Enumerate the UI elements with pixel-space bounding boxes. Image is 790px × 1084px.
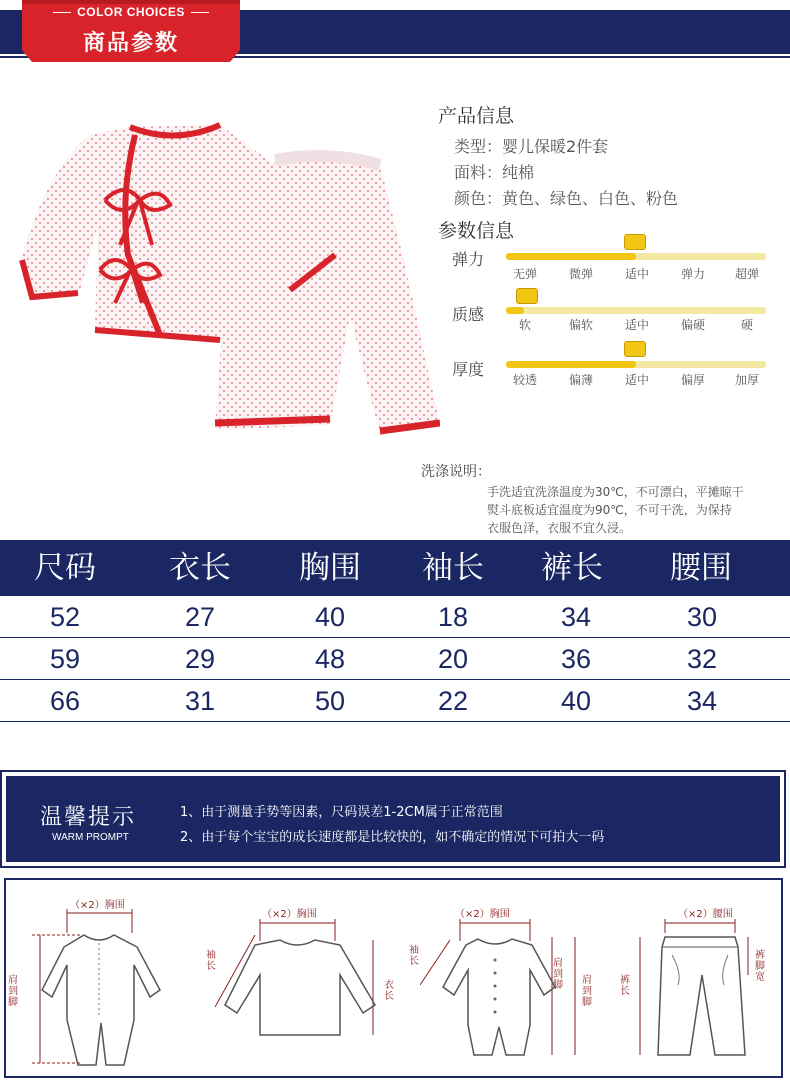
param-tick: 加厚	[734, 373, 759, 387]
size-cell: 20	[437, 644, 469, 674]
size-cell: 27	[184, 602, 216, 632]
param-fill	[506, 307, 524, 314]
table-row-divider	[0, 637, 790, 638]
param-tick: 偏硬	[680, 318, 705, 332]
info-type: 类型：婴儿保暖2件套	[454, 137, 609, 156]
warm-prompt-line: 2、由于每个宝宝的成长速度都是比较快的，如不确定的情况下可拍大一码	[180, 830, 605, 845]
size-col-header: 胸围	[299, 550, 361, 586]
size-cell: 34	[560, 602, 592, 632]
param-track-texture	[506, 307, 766, 314]
table-row-divider	[0, 679, 790, 680]
size-cell: 18	[437, 602, 469, 632]
params-heading: 参数信息	[438, 220, 515, 242]
table-row-divider	[0, 721, 790, 722]
param-indicator	[516, 288, 538, 304]
size-cell: 34	[686, 686, 718, 716]
wash-line: 衣服色泽，衣服不宜久浸。	[487, 521, 632, 535]
size-col-header: 尺码	[34, 550, 96, 586]
param-tick: 软	[518, 318, 531, 332]
param-tick: 硬	[740, 318, 753, 332]
diagram-label: 袖长	[409, 945, 419, 967]
param-label-elasticity: 弹力	[452, 250, 485, 269]
diagram-label: （×2）腰围	[678, 909, 733, 920]
param-tick: 适中	[624, 373, 649, 387]
diagram-label: 袖长	[206, 950, 216, 972]
size-col-header: 袖长	[422, 550, 484, 586]
param-indicator	[624, 341, 646, 357]
param-track-elasticity	[506, 253, 766, 260]
param-tick: 适中	[624, 318, 649, 332]
diagram-label: （×2）胸围	[70, 900, 125, 911]
size-cell: 30	[686, 602, 718, 632]
page-title: 商品参数	[82, 31, 179, 56]
size-cell: 59	[49, 644, 81, 674]
size-cell: 31	[184, 686, 216, 716]
param-tick: 偏薄	[568, 373, 593, 387]
size-cell: 32	[686, 644, 718, 674]
param-tick: 超弹	[734, 267, 759, 281]
product-info-heading: 产品信息	[438, 105, 515, 127]
diagram-label: 肩到脚	[8, 975, 18, 1008]
diagram-label: 衣长	[384, 980, 394, 1002]
diagram-label: （×2）胸围	[455, 909, 510, 920]
top-diagram	[215, 915, 380, 1045]
wash-heading: 洗涤说明：	[421, 464, 491, 480]
param-fill	[506, 361, 636, 368]
param-indicator	[624, 234, 646, 250]
size-cell: 48	[314, 644, 346, 674]
footed-romper-diagram	[420, 915, 580, 1065]
size-cell: 40	[314, 602, 346, 632]
param-tick: 较透	[512, 373, 537, 387]
size-table-header	[0, 540, 790, 596]
param-label-texture: 质感	[452, 305, 485, 324]
wash-line: 手洗适宜洗涤温度为30℃，不可漂白，平摊晾干	[487, 485, 744, 499]
param-tick: 适中	[624, 267, 649, 281]
info-fabric: 面料：纯棉	[454, 163, 535, 182]
romper-diagram	[22, 905, 172, 1070]
size-col-header: 腰围	[670, 550, 732, 586]
size-col-header: 衣长	[169, 550, 231, 586]
section-tag	[22, 0, 240, 62]
param-tick: 无弹	[512, 267, 537, 281]
param-tick: 偏软	[568, 318, 593, 332]
param-track-thickness	[506, 361, 766, 368]
warm-prompt-line: 1、由于测量手势等因素，尺码误差1-2CM属于正常范围	[180, 805, 503, 820]
product-image	[10, 105, 440, 450]
size-cell: 36	[560, 644, 592, 674]
diagram-label: 裤脚宽	[755, 950, 765, 983]
info-colors: 颜色：黄色、绿色、白色、粉色	[454, 189, 679, 208]
diagram-label: 肩到脚	[582, 975, 592, 1008]
param-tick: 微弹	[568, 267, 593, 281]
diagram-label: 肩到脚	[553, 958, 563, 991]
pants-diagram	[630, 915, 760, 1065]
size-cell: 52	[49, 602, 81, 632]
tag-subtitle: COLOR CHOICES	[22, 5, 240, 19]
param-fill	[506, 253, 636, 260]
param-tick: 偏厚	[680, 373, 705, 387]
param-tick: 弹力	[680, 267, 705, 281]
warm-prompt-title: 温馨提示	[40, 805, 137, 830]
size-col-header: 裤长	[541, 550, 603, 586]
size-cell: 22	[437, 686, 469, 716]
warm-prompt-subtitle: WARM PROMPT	[52, 832, 129, 843]
size-cell: 40	[560, 686, 592, 716]
diagram-label: 裤长	[620, 975, 630, 997]
size-cell: 29	[184, 644, 216, 674]
size-cell: 50	[314, 686, 346, 716]
param-label-thickness: 厚度	[452, 360, 485, 379]
diagram-label: （×2）胸围	[262, 909, 317, 920]
wash-line: 熨斗底板适宜温度为90℃，不可干洗，为保持	[487, 503, 732, 517]
size-cell: 66	[49, 686, 81, 716]
